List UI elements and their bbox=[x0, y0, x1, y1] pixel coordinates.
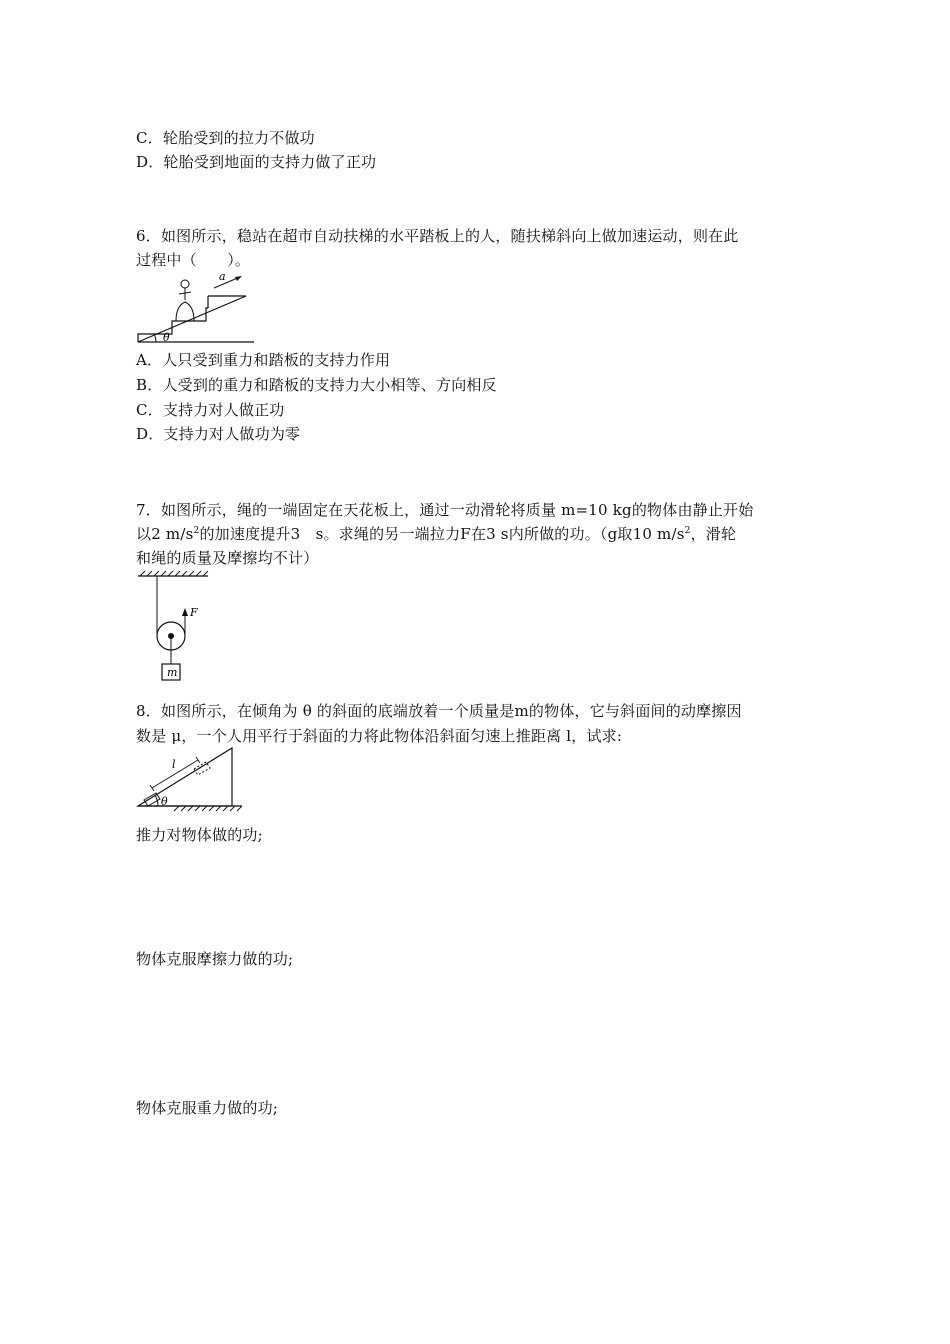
ground-hatch bbox=[174, 806, 242, 811]
q7-line2-sup: 2 bbox=[193, 526, 200, 536]
q7-stem-line2 bbox=[136, 524, 736, 544]
incline-wedge bbox=[138, 748, 232, 806]
angle-label: θ bbox=[163, 331, 170, 344]
person-icon bbox=[176, 280, 194, 321]
q5-option-c: C．轮胎受到的拉力不做功 bbox=[136, 129, 315, 147]
pulley-figure bbox=[136, 570, 216, 688]
q7-line2-sup2: 2 bbox=[684, 526, 691, 536]
q6-option-a: A．人只受到重力和踏板的支持力作用 bbox=[136, 351, 391, 369]
incline-figure bbox=[136, 744, 248, 812]
q8-sub3: 物体克服重力做的功; bbox=[136, 1099, 279, 1117]
q8-stem-line1: 8．如图所示，在倾角为 θ 的斜面的底端放着一个质量是m的物体，它与斜面间的动摩擦因 bbox=[136, 702, 742, 720]
q5-option-d: D．轮胎受到地面的支持力做了正功 bbox=[136, 153, 377, 171]
q6-stem-line1: 6．如图所示，稳站在超市自动扶梯的水平踏板上的人，随扶梯斜向上做加速运动，则在此 bbox=[136, 227, 739, 245]
angle-arc bbox=[155, 335, 156, 342]
incline-line bbox=[138, 296, 246, 342]
q7-line2-part-c: ，滑轮 bbox=[690, 525, 737, 543]
q8-sub2: 物体克服摩擦力做的功; bbox=[136, 950, 294, 968]
accel-label: a bbox=[219, 270, 226, 283]
q7-line2-part-a: 以2 m/s bbox=[136, 525, 194, 543]
q7-stem-line1: 7．如图所示，绳的一端固定在天花板上，通过一动滑轮将质量 m=10 kg的物体由静止开始 bbox=[136, 501, 754, 519]
ceiling-hatch bbox=[140, 571, 208, 576]
force-label: F bbox=[190, 606, 198, 619]
q7-line2-part-b: 的加速度提升3 s。求绳的另一端拉力F在3 s内所做的功。（g取10 m/s bbox=[199, 525, 685, 543]
q8-stem-line2: 数是 μ，一个人用平行于斜面的力将此物体沿斜面匀速上推距离 l，试求: bbox=[136, 727, 623, 745]
angle-label: θ bbox=[161, 795, 168, 808]
block-final-position bbox=[194, 762, 210, 775]
q6-option-b: B．人受到的重力和踏板的支持力大小相等、方向相反 bbox=[136, 376, 497, 394]
q8-sub1: 推力对物体做的功; bbox=[136, 826, 263, 844]
q6-option-c: C．支持力对人做正功 bbox=[136, 401, 285, 419]
q6-option-d: D．支持力对人做功为零 bbox=[136, 425, 301, 443]
accel-arrow-head bbox=[235, 276, 242, 281]
distance-label: l bbox=[172, 758, 176, 771]
q7-stem-line3: 和绳的质量及摩擦均不计） bbox=[136, 549, 319, 567]
q6-stem-line2: 过程中（ ）。 bbox=[136, 251, 251, 269]
escalator-figure bbox=[136, 270, 260, 348]
mass-label: m bbox=[167, 666, 178, 679]
force-arrow-head bbox=[182, 608, 188, 616]
